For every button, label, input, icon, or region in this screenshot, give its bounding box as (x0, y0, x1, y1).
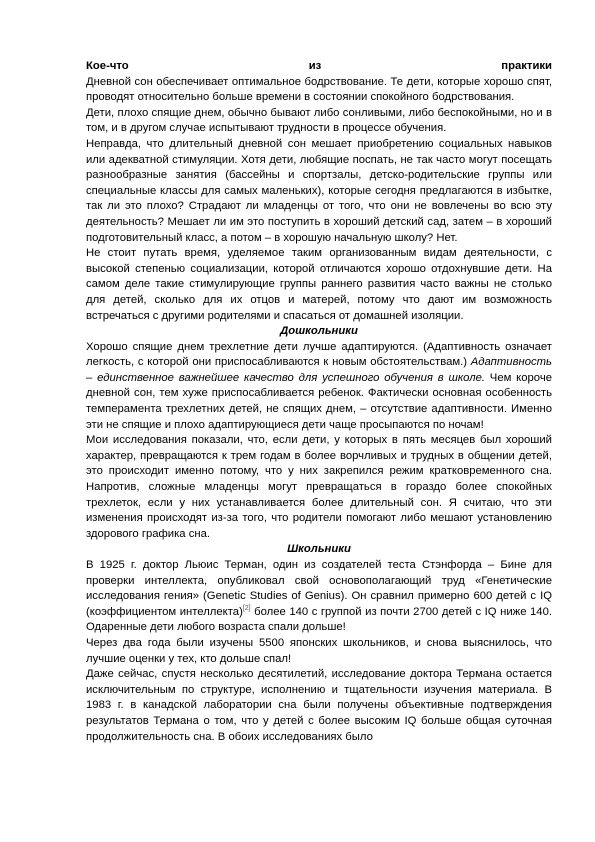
paragraph (86, 340, 552, 434)
footnote-link[interactable]: [2] (242, 605, 251, 613)
paragraph: Даже сейчас, спустя несколько десятилетий, исследование доктора Термана остается исключительным по структуре, исполнению и тщательности изучения материала. В 1983 г. в канадской лаборатории сна были получены объективные подтверждения результатов Термана о том, что у детей с более высоким IQ больше общая суточная продолжительность сна. В обоих исследованиях было (86, 668, 552, 743)
paragraph (86, 558, 552, 636)
paragraph: Не стоит путать время, уделяемое таким организованным видам деятельности, с высокой степенью социализации, которой отличаются хорошо отдохнувшие дети. На самом деле такие стимулирующие группы раннего развития часто важны не столько для детей, сколько для их отцов и матерей, потому что дают им возможность встречаться с другими родителями и спасаться от домашней изоляции. (86, 247, 552, 322)
subheading-preschoolers: Дошкольники (280, 325, 358, 338)
paragraph: Мои исследования показали, что, если дети, у которых в пять месяцев был хороший характер, превращаются к трем годам в более ворчливых и трудных в общении детей, это происходит именно потому, что у них закрепился режим кратковременного сна. Напротив, сложные младенцы могут превращаться в гораздо более спокойных трехлеток, если у них устанавливается более длительный сон. Я считаю, что эти изменения происходят из-за того, что родители помогают либо мешают установлению здорового графика сна. (86, 434, 552, 540)
emphasis-text: Адаптивность – единственное важнейшее качество для успешного обучения в школе. (86, 356, 552, 384)
text-run: более 140 с группой из почти 2700 детей с IQ ниже 140. Одаренные дети любого возраста спали дольше! (86, 605, 552, 634)
subheading-schoolchildren: Школьники (287, 543, 351, 556)
paragraph: Дети, плохо спящие днем, обычно бывают либо сонливыми, либо беспокойными, но и в том, и в другом случае испытывают трудности в процессе обучения. (86, 106, 552, 135)
text-run: В 1925 г. доктор Льюис Терман, один из создателей теста Стэнфорда – Бине для проверки интеллекта, опубликовал свой основополагающий труд «Генетические исследования гения» (Genetic Studies of Genius). Он сравнил примерно 600 детей с IQ (коэффициентом интеллекта) (86, 559, 552, 618)
text-run: Чем короче дневной сон, тем хуже приспосабливается ребенок. Фактически основная особенность темперамента трехлетних детей, не спящих днем, – отсутствие адаптивности. Именно эти не спящие и плохо адаптирующиеся дети чаще просыпаются по ночам! (86, 371, 553, 431)
title-word: практики (501, 60, 552, 72)
paragraph: Через два года были изучены 5500 японских школьников, и снова выяснилось, что лучшие оценки у тех, кто дольше спал! (86, 636, 552, 665)
text-run: Хорошо спящие днем трехлетние дети лучше адаптируются. (Адаптивность означает легкость, с которой они приспосабливаются к новым обстоятельствам.) (86, 340, 552, 369)
title-word: из (308, 60, 322, 72)
document-page (86, 59, 552, 745)
title-word: Кое-что (86, 60, 129, 72)
paragraph: Дневной сон обеспечивает оптимальное бодрствование. Те дети, которые хорошо спят, проводят относительно больше времени в состоянии спокойного бодрствования. (86, 75, 552, 104)
section-title (86, 59, 552, 75)
paragraph: Неправда, что длительный дневной сон мешает приобретению социальных навыков или адекватной стимуляции. Хотя дети, любящие поспать, не так часто могут посещать разнообразные занятия (бассейны и спортзалы, детско-родительские группы или специальные классы для самых маленьких), которые сегодня предлагаются в избытке, так ли это плохо? Страдают ли младенцы от того, что они не вовлечены во всю эту деятельность? Мешает ли им это поступить в хороший детский сад, затем – в хороший подготовительный класс, а потом – в хорошую начальную школу? Нет. (86, 137, 552, 244)
